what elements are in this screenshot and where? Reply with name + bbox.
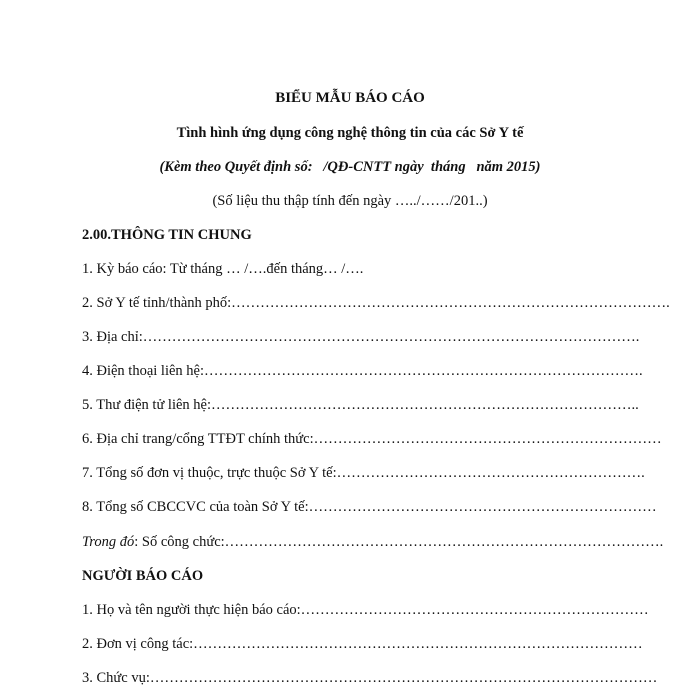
reporter-name-line: 1. Họ và tên người thực hiện báo cáo:………………………………………………………………: [82, 602, 649, 618]
civil-servant-line: [82, 533, 663, 551]
decision-note: (Kèm theo Quyết định số: /QĐ-CNTT ngày tháng năm 2015): [159, 159, 541, 175]
portal-address-line: 6. Địa chỉ trang/cổng TTĐT chính thức:………………………………………………………………: [82, 431, 662, 447]
unit-count-line: 7. Tổng số đơn vị thuộc, trực thuộc Sở Y tế:……………………………………………………….: [82, 465, 645, 481]
civil-servant-count: : Số công chức:……………………………………………………………………………….: [134, 534, 664, 550]
form-title: BIỂU MẪU BÁO CÁO: [275, 90, 425, 106]
report-period-line: 1. Kỳ báo cáo: Từ tháng … /….đến tháng… /….: [82, 261, 364, 277]
department-province-line: 2. Sở Y tế tỉnh/thành phố:……………………………………………………………………………….: [82, 295, 670, 311]
in-which-label: Trong đó: [82, 534, 135, 550]
form-subtitle: Tình hình ứng dụng công nghệ thông tin của các Sở Y tế: [176, 125, 524, 141]
email-line: 5. Thư điện tử liên hệ:……………………………………………………………………………..: [82, 397, 639, 413]
staff-count-line: 8. Tổng số CBCCVC của toàn Sở Y tế:………………………………………………………………: [82, 499, 657, 515]
reporter-position-line: 3. Chức vụ:……………………………………………………………………………………………: [82, 670, 658, 686]
phone-line: 4. Điện thoại liên hệ:……………………………………………………………………………….: [82, 363, 643, 379]
data-date-note: (Số liệu thu thập tính đến ngày …../……/201..): [212, 193, 488, 209]
reporter-unit-line: 2. Đơn vị công tác:…………………………………………………………………………………: [82, 636, 643, 652]
general-info-heading: 2.00.THÔNG TIN CHUNG: [82, 227, 252, 243]
reporter-heading: NGƯỜI BÁO CÁO: [82, 568, 204, 584]
address-line: 3. Địa chỉ:………………………………………………………………………………………….: [82, 329, 640, 345]
